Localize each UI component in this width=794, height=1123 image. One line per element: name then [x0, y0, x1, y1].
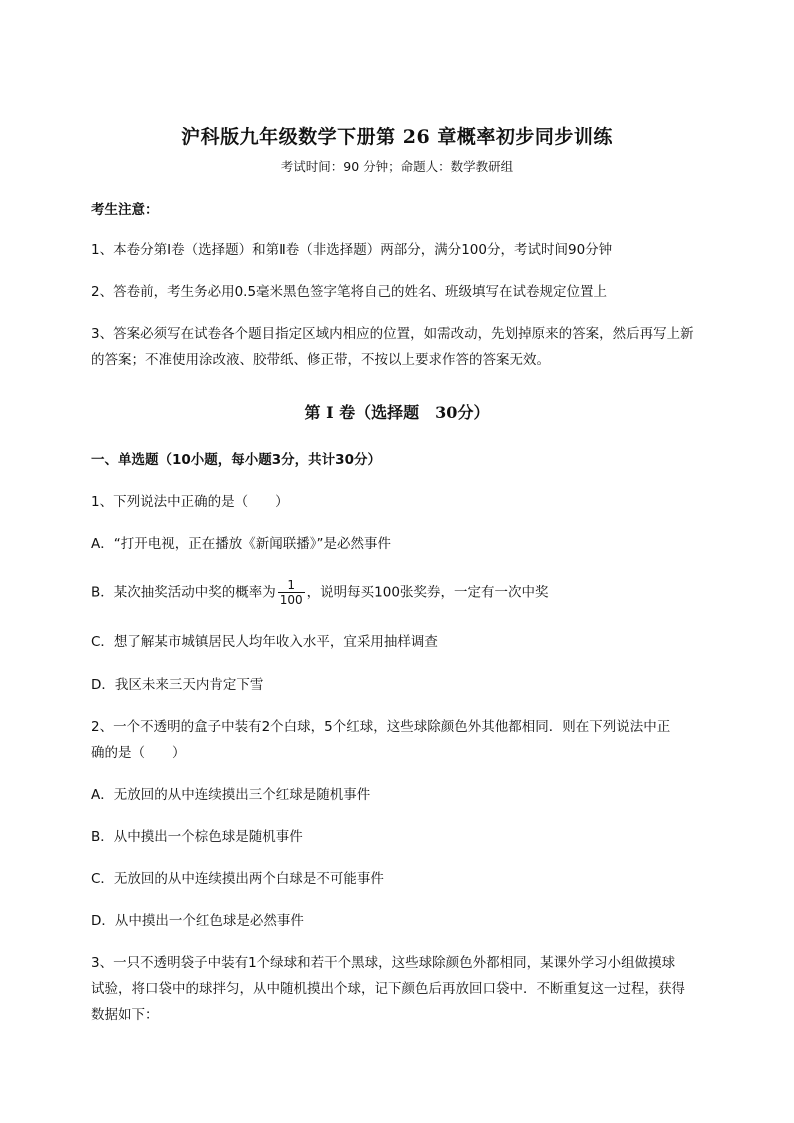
question-stem: 3、一只不透明袋子中装有1个绿球和若干个黑球，这些球除颜色外都相同，某课外学习小组做摸球	[91, 955, 676, 971]
question-stem-cont: 数据如下：	[91, 1007, 159, 1023]
notice-heading: 考生注意：	[91, 202, 159, 218]
question-stem: 1、下列说法中正确的是（ ）	[91, 494, 289, 510]
option-b-text: B．某次抽奖活动中奖的概率为	[91, 584, 276, 601]
notice-item: 的答案；不准使用涂改液、胶带纸、修正带，不按以上要求作答的答案无效。	[91, 352, 550, 368]
notice-item: 2、答卷前，考生务必用0.5毫米黑色签字笔将自己的姓名、班级填写在试卷规定位置上	[91, 284, 608, 300]
option-c: C．想了解某市城镇居民人均年收入水平，宜采用抽样调查	[91, 634, 438, 650]
option-d: D．从中摸出一个红色球是必然事件	[91, 913, 304, 929]
question-stem: 2、一个不透明的盒子中装有2个白球，5个红球，这些球除颜色外其他都相同．则在下列说法中正	[91, 719, 671, 735]
option-b	[91, 578, 721, 607]
question-stem-cont: 确的是（ ）	[91, 745, 186, 761]
fraction-denominator: 100	[279, 593, 303, 607]
option-b-text-end: ，说明每买100张奖券，一定有一次中奖	[306, 584, 549, 601]
question-stem-cont: 试验，将口袋中的球拌匀，从中随机摸出个球，记下颜色后再放回口袋中．不断重复这一过程，获得	[91, 981, 685, 997]
part-title: 第 I 卷（选择题 30分）	[304, 403, 490, 422]
fraction	[278, 578, 305, 607]
page-subtitle: 考试时间：90 分钟；命题人：数学教研组	[280, 159, 514, 174]
notice-item: 1、本卷分第I卷（选择题）和第Ⅱ卷（非选择题）两部分，满分100分，考试时间90分钟	[91, 242, 613, 258]
option-b: B．从中摸出一个棕色球是随机事件	[91, 829, 303, 845]
fraction-numerator: 1	[287, 578, 296, 592]
option-c: C．无放回的从中连续摸出两个白球是不可能事件	[91, 871, 384, 887]
option-d: D．我区未来三天内肯定下雪	[91, 677, 264, 693]
section-heading: 一、单选题（10小题，每小题3分，共计30分）	[91, 452, 381, 468]
page-title: 沪科版九年级数学下册第 26 章概率初步同步训练	[181, 126, 613, 148]
option-a: A．“打开电视，正在播放《新闻联播》”是必然事件	[91, 536, 391, 552]
notice-item: 3、答案必须写在试卷各个题目指定区域内相应的位置，如需改动，先划掉原来的答案，然后再写上新	[91, 326, 694, 342]
option-a: A．无放回的从中连续摸出三个红球是随机事件	[91, 787, 371, 803]
